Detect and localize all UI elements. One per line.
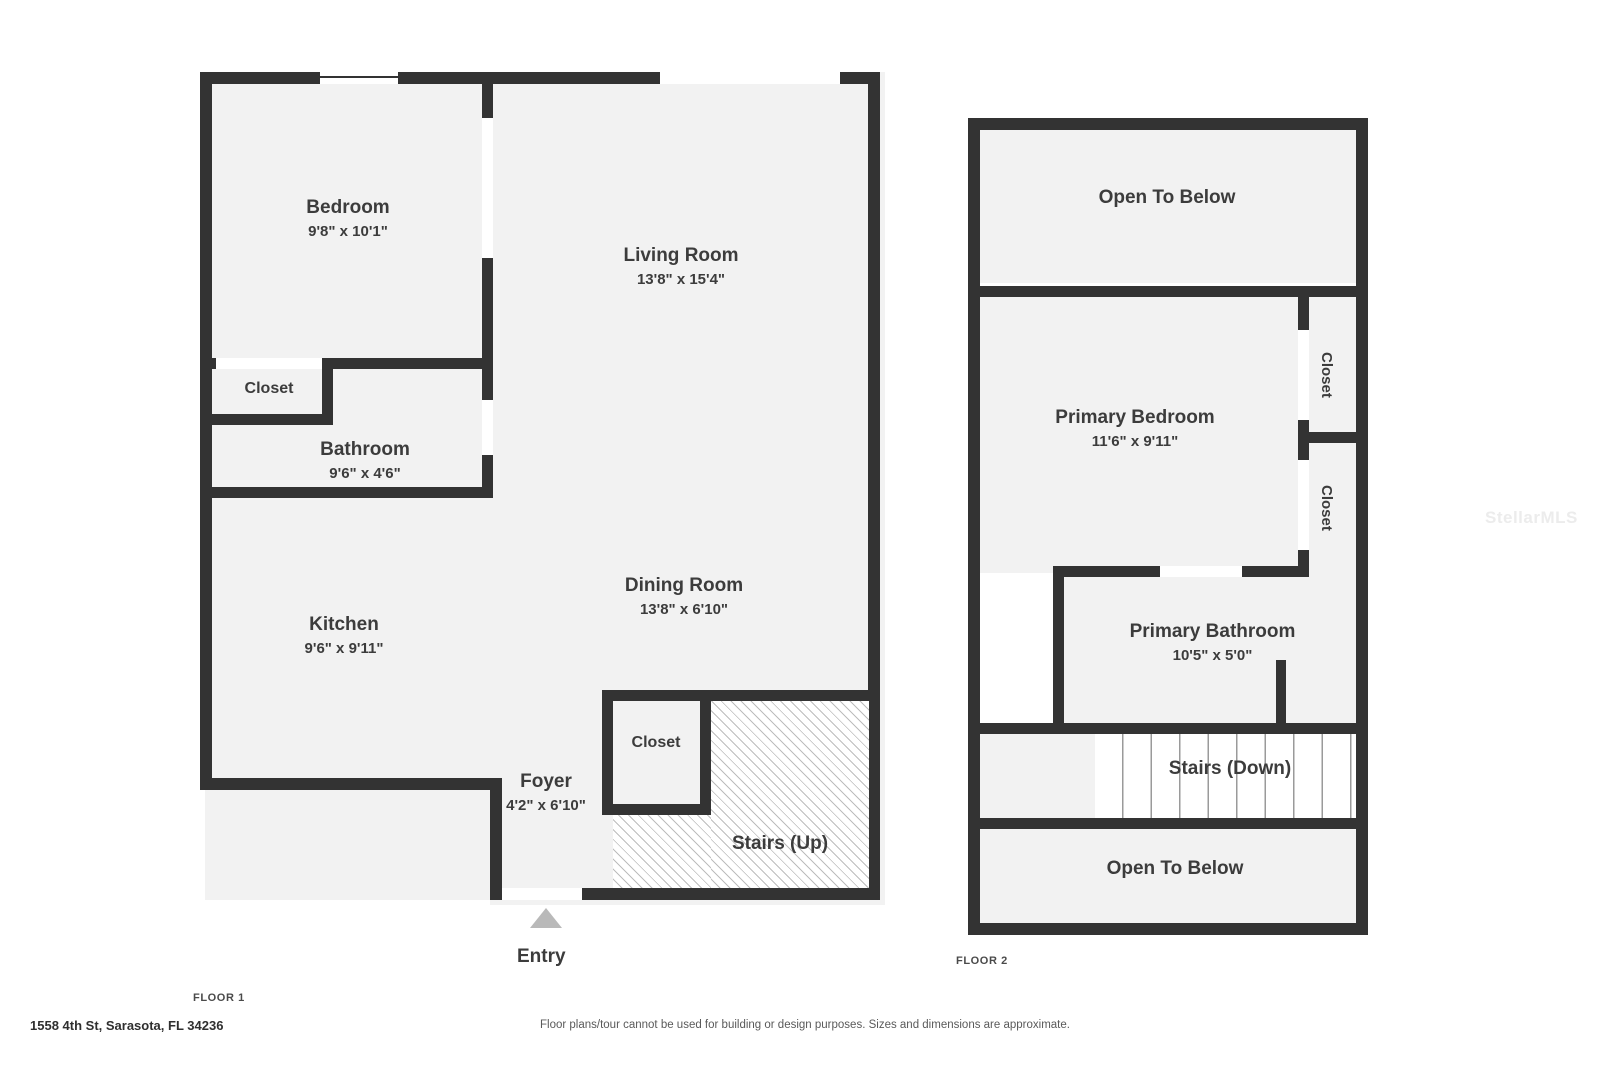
- window-closet-front: [216, 358, 322, 369]
- room-label-closet-upper: [1316, 330, 1335, 420]
- room-label-living-room: [581, 244, 781, 290]
- door-f2-bathroom: [1160, 566, 1242, 577]
- property-address: 1558 4th St, Sarasota, FL 34236: [30, 1018, 224, 1033]
- room-dimensions: 13'8" x 6'10": [639, 600, 729, 618]
- room-label-open-below-top: [1072, 186, 1262, 210]
- floor-2-tag: FLOOR 2: [956, 955, 1008, 967]
- wall-f2-bath-stub: [1276, 660, 1286, 724]
- room-label-closet-floor1: [194, 379, 344, 399]
- door-entry: [502, 888, 582, 900]
- door-f2-closet-upper: [1298, 330, 1309, 420]
- wall-f2-exterior-top: [968, 118, 1368, 130]
- room-label-dining-room: [584, 574, 784, 620]
- stairs-up-hatch: [711, 701, 869, 888]
- room-label-open-below-bottom: [1080, 857, 1270, 881]
- room-name: Bedroom: [306, 197, 390, 218]
- wall-closet-bottom: [205, 414, 333, 425]
- room-label-stairs-down: [1135, 757, 1325, 781]
- room-label-primary-bedroom: [1040, 406, 1230, 452]
- room-name: Stairs (Up): [731, 833, 829, 854]
- room-label-bedroom: [248, 196, 448, 242]
- door-f2-closet-lower: [1298, 460, 1309, 550]
- door-hall-living: [482, 400, 493, 455]
- room-name: Kitchen: [309, 614, 379, 635]
- room-name: Closet: [1317, 485, 1335, 531]
- room-name: Stairs (Down): [1168, 758, 1292, 779]
- room-name: Open To Below: [1106, 858, 1244, 879]
- room-name: Foyer: [520, 771, 572, 792]
- room-label-bathroom: [265, 438, 465, 484]
- room-label-stairs-up: [680, 832, 880, 856]
- room-dimensions: 9'8" x 10'1": [308, 222, 388, 240]
- wall-stair-block-top: [602, 690, 880, 701]
- wall-f2-exterior-right: [1356, 118, 1368, 935]
- room-label-kitchen: [244, 613, 444, 659]
- room-dimensions: 9'6" x 4'6": [329, 464, 401, 482]
- room-dimensions: 11'6" x 9'11": [1091, 432, 1179, 450]
- wall-exterior-left: [200, 72, 212, 790]
- room-label-foyer: [446, 770, 646, 816]
- room-name: Closet: [1317, 352, 1335, 398]
- room-name: Open To Below: [1098, 187, 1236, 208]
- room-dimensions: 9'6" x 9'11": [304, 639, 384, 657]
- room-label-primary-bathroom: [1115, 620, 1310, 666]
- entry-label: Entry: [517, 946, 566, 967]
- wall-f2-stairs-divider: [968, 723, 1368, 734]
- window-bedroom-top-line: [320, 76, 398, 78]
- room-dimensions: 13'8" x 15'4": [636, 270, 726, 288]
- wall-f2-bath-left: [1053, 566, 1064, 724]
- disclaimer-text: Floor plans/tour cannot be used for building or design purposes. Sizes and dimensions are approximate.: [540, 1019, 1070, 1031]
- room-name: Closet: [631, 734, 681, 751]
- wall-f2-open-below-bottom-divider: [968, 818, 1368, 829]
- window-bedroom-top: [320, 72, 398, 84]
- window-living-top: [660, 72, 840, 84]
- room-name: Living Room: [623, 245, 739, 266]
- wall-f2-exterior-bottom: [968, 923, 1368, 935]
- door-bedroom-living: [482, 118, 493, 258]
- room-dimensions: 10'5" x 5'0": [1172, 646, 1253, 664]
- wall-exterior-right: [868, 72, 880, 900]
- floor-1-tag: FLOOR 1: [193, 992, 245, 1004]
- room-label-closet-foyer: [581, 733, 731, 753]
- entry-arrow-icon: [530, 908, 562, 928]
- room-name: Closet: [244, 380, 294, 397]
- wall-bathroom-bottom: [205, 487, 493, 498]
- room-name: Dining Room: [624, 575, 744, 596]
- room-name: Primary Bathroom: [1129, 621, 1296, 642]
- room-name: Primary Bedroom: [1055, 407, 1215, 428]
- watermark: StellarMLS: [1485, 508, 1578, 527]
- wall-f2-exterior-left: [968, 118, 980, 935]
- wall-f2-closet-divider: [1298, 432, 1368, 443]
- room-dimensions: 4'2" x 6'10": [506, 796, 586, 814]
- room-name: Bathroom: [320, 439, 410, 460]
- room-label-closet-lower: [1316, 463, 1335, 553]
